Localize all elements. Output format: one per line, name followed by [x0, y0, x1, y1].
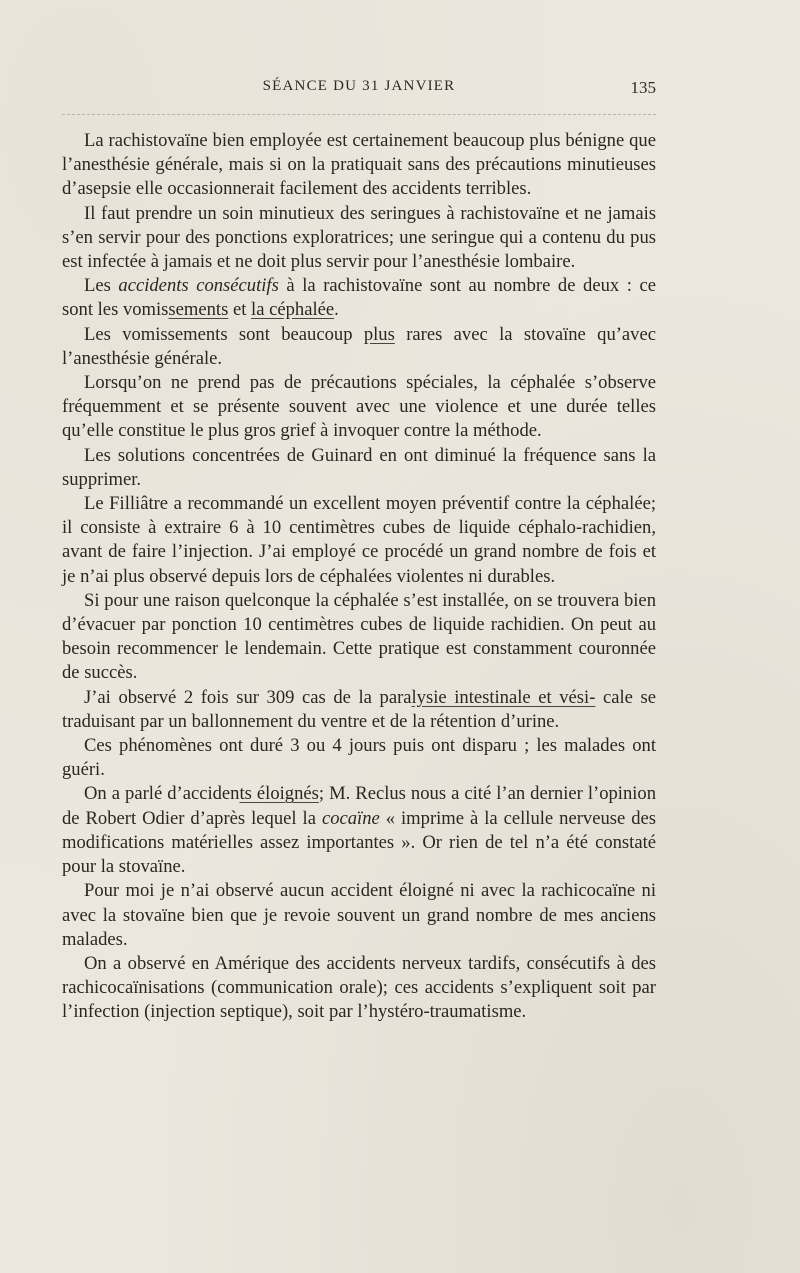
- paragraph: [62, 371, 656, 444]
- handwritten-underline: la céphalée: [251, 299, 335, 321]
- handwritten-underline: ts éloignés: [239, 783, 319, 805]
- paragraph: [62, 274, 656, 322]
- italic-phrase: cocaïne: [321, 807, 380, 829]
- text-run: On a observé en Amérique des accidents nerveux tardifs, consécutifs à des rachicocaïnisations (communication orale); ces accidents s’expliquent soit par l’infection (injection septique), soit par l’hystéro-traumatisme.: [62, 952, 656, 1023]
- text-run: et: [228, 299, 252, 321]
- page-number: 135: [630, 78, 656, 97]
- handwritten-underline: sements: [168, 299, 229, 321]
- text-run: Les solutions concentrées de Guinard en ont diminué la fréquence sans la supprimer.: [62, 444, 656, 490]
- paragraph: [62, 782, 656, 879]
- text-run: cale se traduisant par un ballonnement du ventre et de la rétention d’urine.: [62, 686, 657, 732]
- text-run: « imprime à la cellule nerveuse des modifications matérielles assez importantes ». Or rien de tel n’a été constaté pour la stovaïne.: [62, 807, 656, 878]
- text-run: Lorsqu’on ne prend pas de précautions spéciales, la céphalée s’observe fréquemment et se présente souvent avec une violence et une durée telles qu’elle constitue le plus gros grief à invoquer contre la méthode.: [62, 372, 656, 442]
- paragraph: [62, 734, 656, 782]
- handwritten-underline: plus: [363, 323, 395, 345]
- running-head: [62, 78, 656, 100]
- paragraph: [62, 952, 656, 1025]
- text-run: à la rachistovaïne sont au nombre de deux : ce sont les vomis: [62, 275, 656, 321]
- paragraph: [62, 323, 656, 371]
- text-run: Pour moi je n’ai observé aucun accident éloigné ni avec la rachicocaïne ni avec la stovaïne bien que je revoie souvent un grand nombre de mes anciens malades.: [62, 880, 656, 950]
- italic-phrase: accidents consécutifs: [118, 275, 279, 297]
- text-run: La rachistovaïne bien employée est certainement beaucoup plus bénigne que l’anesthésie générale, mais si on la pratiquait sans des précautions minutieuses d’asepsie elle occasionnerait facilement des accidents terribles.: [62, 130, 656, 200]
- paragraph: [62, 444, 656, 492]
- handwritten-underline: lysie intestinale et vési-: [411, 686, 596, 708]
- paragraph: [62, 129, 656, 202]
- text-run: Ces phénomènes ont duré 3 ou 4 jours puis ont disparu ; les malades ont guéri.: [62, 735, 656, 781]
- text-run: Les: [84, 275, 119, 297]
- header-divider: [62, 114, 656, 115]
- text-run: Il faut prendre un soin minutieux des seringues à rachistovaïne et ne jamais s’en servir pour des ponctions exploratrices; une seringue qui a contenu du pus est infectée à jamais et ne doit plus servir pour l’anesthésie lombaire.: [62, 202, 656, 273]
- text-run: On a parlé d’acciden: [84, 783, 240, 805]
- text-run: rares avec la stovaïne qu’avec l’anesthésie générale.: [62, 323, 656, 369]
- body-text: [62, 129, 656, 1025]
- paragraph: [62, 492, 656, 589]
- paragraph: [62, 686, 656, 734]
- text-run: .: [334, 299, 339, 321]
- text-run: ; M. Reclus nous a cité l’an dernier l’opinion de Robert Odier d’après lequel la: [62, 783, 657, 829]
- text-run: Les vomissements sont beaucoup: [84, 323, 364, 345]
- text-run: J’ai observé 2 fois sur 309 cas de la para: [84, 686, 412, 708]
- paragraph: [62, 202, 656, 275]
- paragraph: [62, 589, 656, 686]
- text-run: Si pour une raison quelconque la céphalée s’est installée, on se trouvera bien d’évacuer par ponction 10 centimètres cubes de liquide rachidien. On peut au besoin recommencer le lendemain. Cette pratique est constamment couronnée de succès.: [62, 589, 656, 684]
- paragraph: [62, 879, 656, 952]
- text-run: Le Filliâtre a recommandé un excellent moyen préventif contre la céphalée; il consiste à extraire 6 à 10 centimètres cubes de liquide céphalo-rachidien, avant de faire l’injection. J’ai employé ce procédé un grand nombre de fois et je n’ai plus observé depuis lors de céphalées violentes ni durables.: [62, 493, 656, 587]
- running-title: SÉANCE DU 31 JANVIER: [262, 78, 456, 94]
